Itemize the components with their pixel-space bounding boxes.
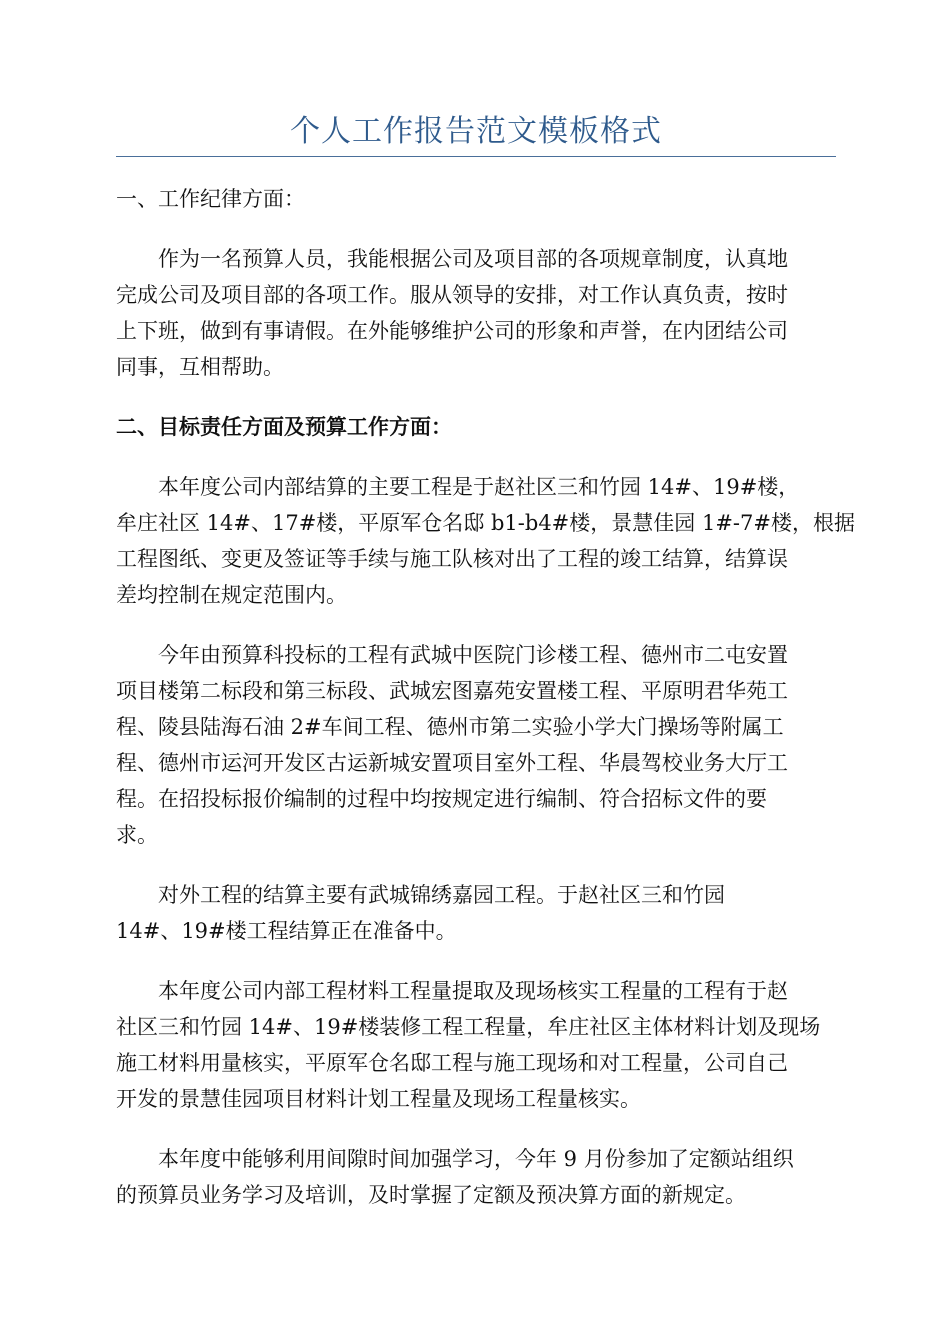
paragraph-line: 程。在招投标报价编制的过程中均按规定进行编制、符合招标文件的要	[116, 787, 767, 811]
paragraph-line: 上下班，做到有事请假。在外能够维护公司的形象和声誉，在内团结公司	[116, 319, 788, 343]
document-body	[116, 181, 855, 1213]
paragraph-line: 项目楼第二标段和第三标段、武城宏图嘉苑安置楼工程、平原明君华苑工	[116, 679, 788, 703]
document-title: 个人工作报告范文模板格式	[290, 114, 662, 149]
title-underline	[116, 156, 836, 157]
paragraph-line: 作为一名预算人员，我能根据公司及项目部的各项规章制度，认真地	[158, 247, 788, 271]
paragraph-line: 本年度公司内部结算的主要工程是于赵社区三和竹园 14#、19#楼，	[158, 475, 800, 499]
body-paragraph	[116, 637, 836, 853]
paragraph-line: 本年度中能够利用间隙时间加强学习，今年 9 月份参加了定额站组织	[158, 1147, 794, 1171]
paragraph-line: 14#、19#楼工程结算正在准备中。	[116, 919, 457, 943]
paragraph-line: 程、德州市运河开发区古运新城安置项目室外工程、华晨驾校业务大厅工	[116, 751, 788, 775]
paragraph-line: 求。	[116, 823, 158, 847]
section-heading: 二、目标责任方面及预算工作方面：	[116, 414, 452, 439]
section-heading: 一、工作纪律方面：	[116, 187, 305, 211]
body-paragraph	[116, 469, 855, 613]
body-paragraph	[116, 973, 836, 1117]
paragraph-line: 的预算员业务学习及培训，及时掌握了定额及预决算方面的新规定。	[116, 1183, 746, 1207]
body-paragraph	[116, 1141, 836, 1213]
paragraph-line: 工程图纸、变更及签证等手续与施工队核对出了工程的竣工结算，结算误	[116, 547, 788, 571]
paragraph-line: 社区三和竹园 14#、19#楼装修工程工程量，牟庄社区主体材料计划及现场	[116, 1015, 821, 1039]
body-paragraph	[116, 877, 836, 949]
paragraph-line: 今年由预算科投标的工程有武城中医院门诊楼工程、德州市二屯安置	[158, 643, 788, 667]
body-paragraph	[116, 241, 836, 385]
paragraph-line: 牟庄社区 14#、17#楼，平原军仓名邸 b1-b4#楼，景慧佳园 1#-7#楼，根据	[116, 511, 855, 535]
paragraph-line: 程、陵县陆海石油 2#车间工程、德州市第二实验小学大门操场等附属工	[116, 715, 784, 739]
paragraph-line: 施工材料用量核实，平原军仓名邸工程与施工现场和对工程量，公司自己	[116, 1051, 788, 1075]
paragraph-line: 同事，互相帮助。	[116, 355, 284, 379]
document-page	[116, 0, 855, 1213]
paragraph-line: 差均控制在规定范围内。	[116, 583, 347, 607]
paragraph-line: 完成公司及项目部的各项工作。服从领导的安排，对工作认真负责，按时	[116, 283, 788, 307]
paragraph-line: 本年度公司内部工程材料工程量提取及现场核实工程量的工程有于赵	[158, 979, 788, 1003]
paragraph-line: 对外工程的结算主要有武城锦绣嘉园工程。于赵社区三和竹园	[158, 883, 725, 907]
paragraph-line: 开发的景慧佳园项目材料计划工程量及现场工程量核实。	[116, 1087, 641, 1111]
